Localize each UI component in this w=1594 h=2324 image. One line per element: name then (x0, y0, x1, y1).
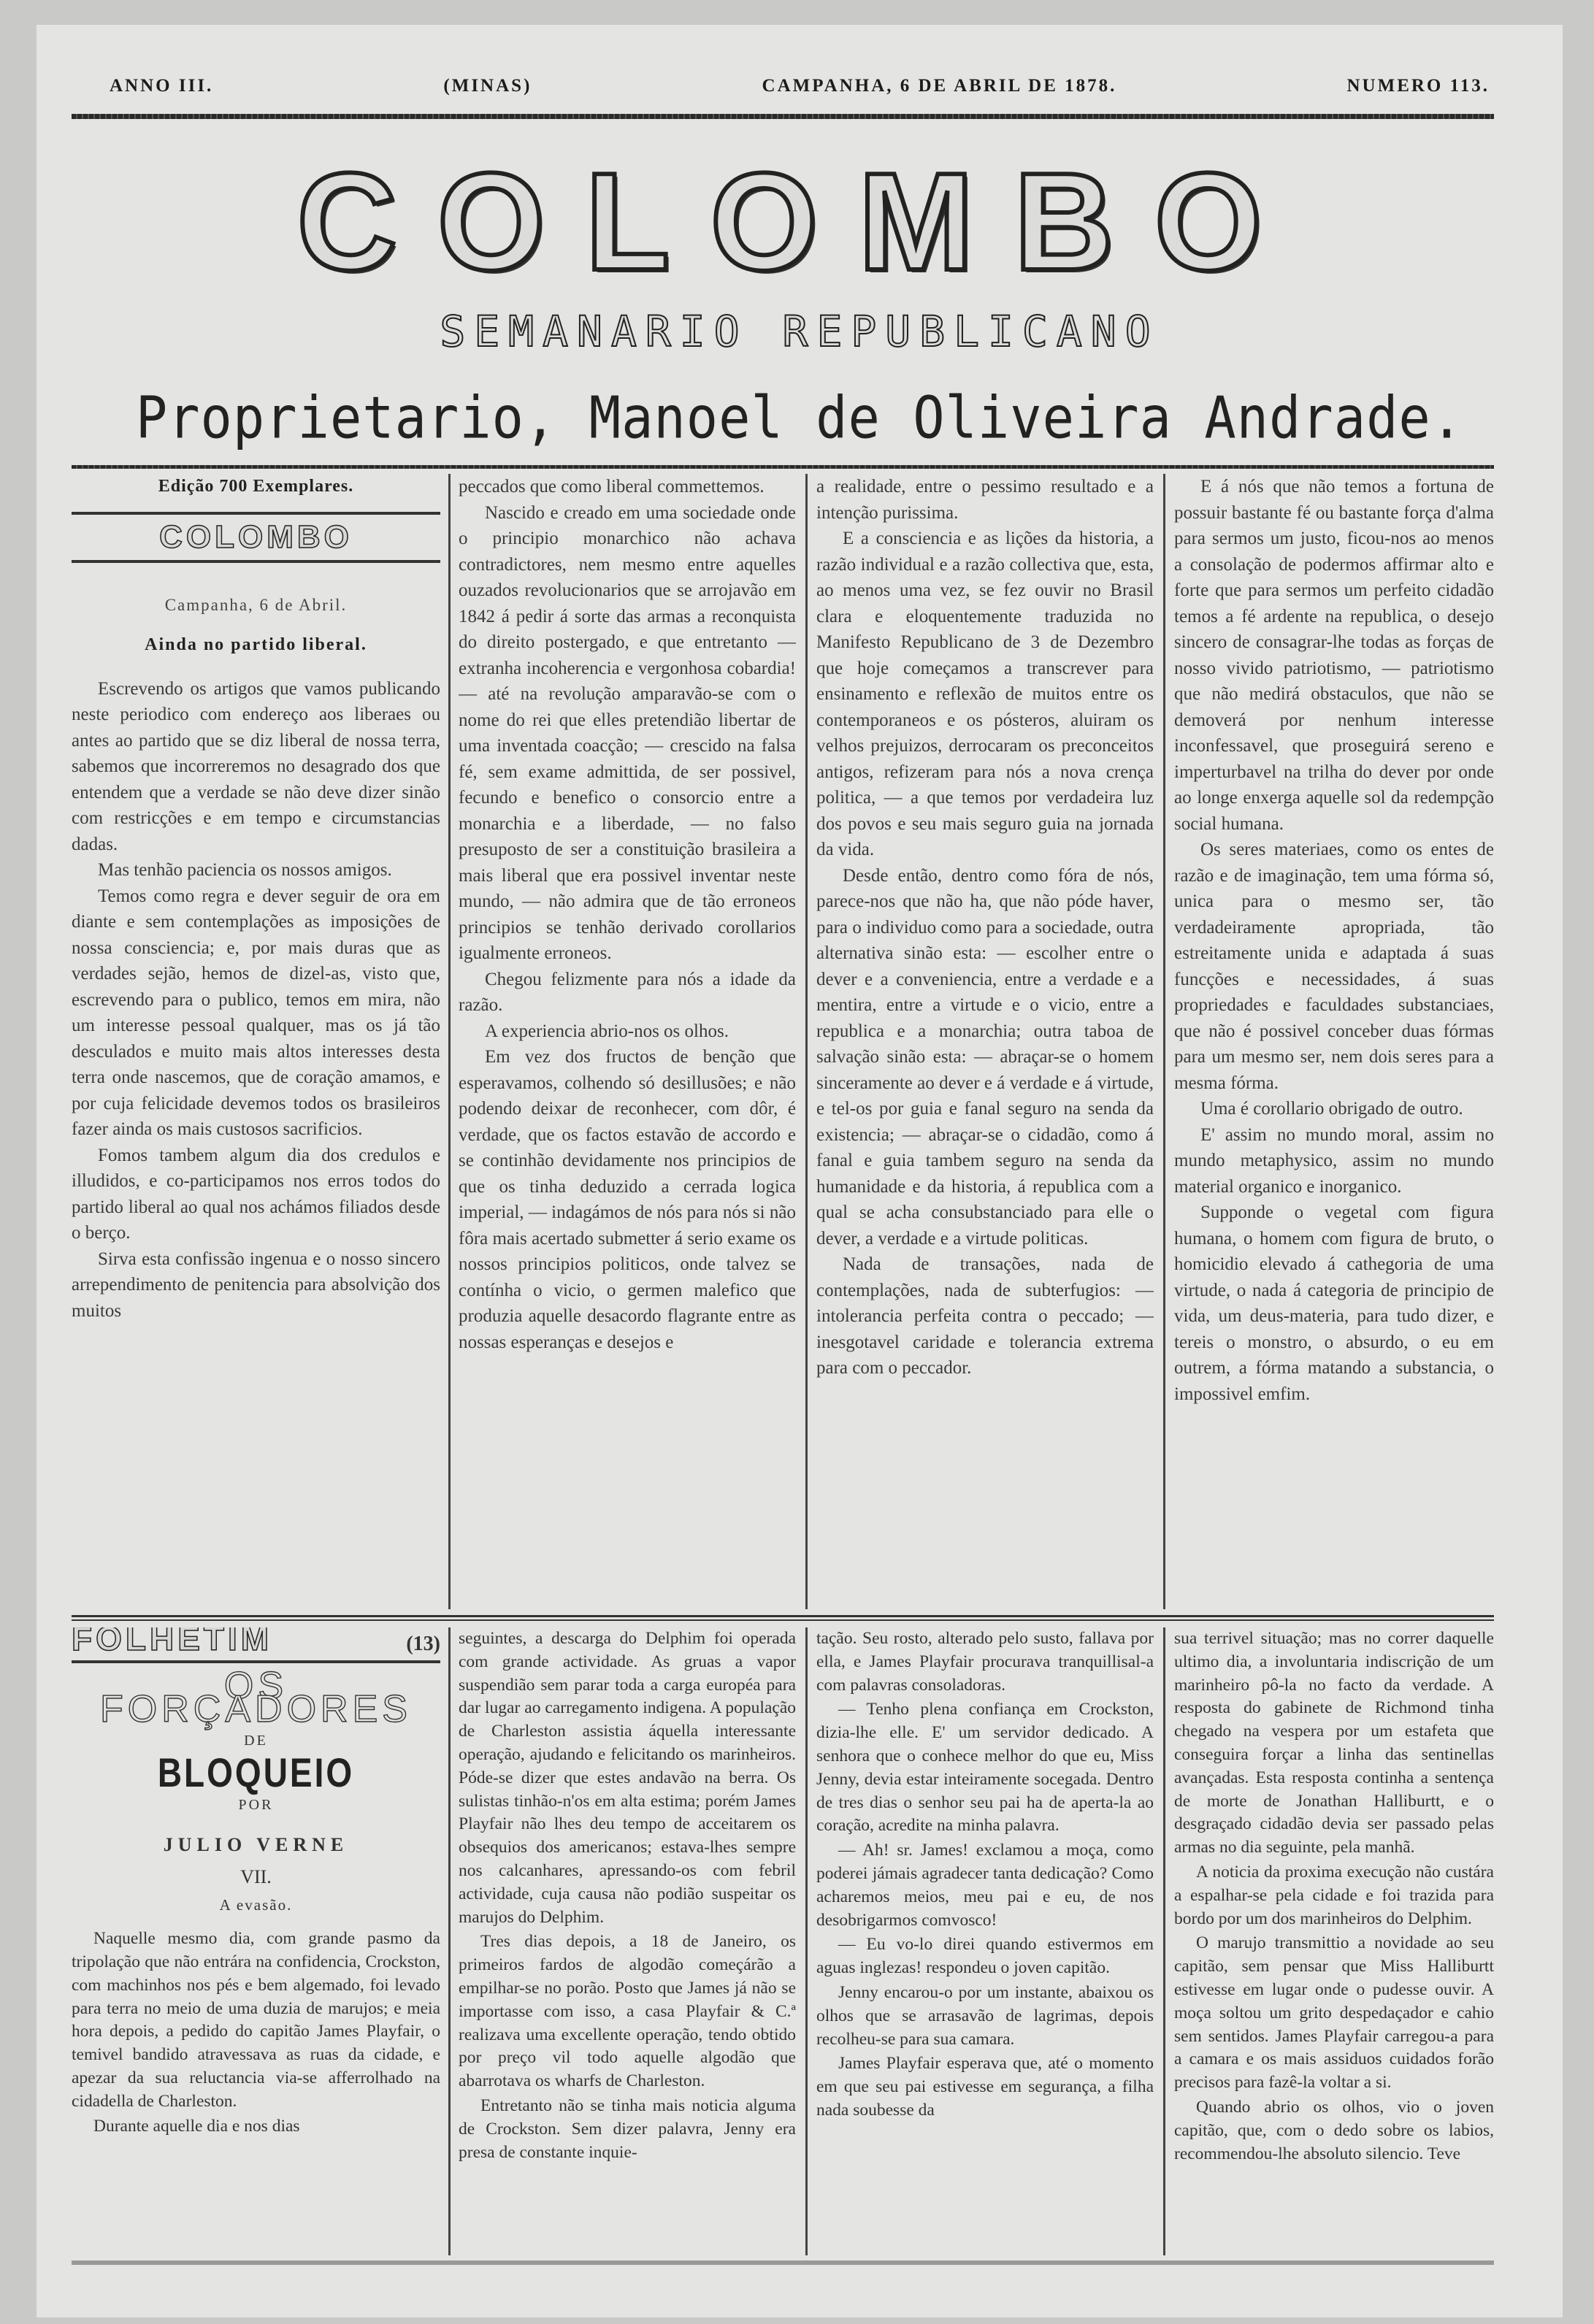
folhetim-header (72, 1627, 440, 1663)
editorial-column-4 (1174, 474, 1494, 1609)
folhetim-column-1 (72, 1627, 440, 2255)
editorial-column-1 (72, 474, 440, 1609)
paragraph: tação. Seu rosto, alterado pelo susto, fallava por ella, e James Playfair procurava tranquillisal-a com palavras consoladoras. (816, 1629, 1154, 1695)
paragraph: Fomos tambem algum dia dos credulos e illudidos, e co-participamos nos erros todos do partido liberal ao qual nos achámos filiados desde o berço. (72, 1145, 440, 1243)
editorial-column-2 (459, 474, 796, 1609)
chapter-number: VII. (240, 1865, 272, 1887)
paragraph: Chegou felizmente para nós a idade da razão. (459, 969, 796, 1015)
paragraph: Em vez dos fructos de benção que esperavamos, colhendo só desillusões; e não podendo deixar de reconhecer, com dôr, é verdade, que os factos estavão de accordo e se continhão devidamente nos principios de que os tinha deduzido a cerrada logica imperial, — indagámos de nós para nós si não fôra mais acertado submetter á serio exame os nossos principios politicos, onde talvez se contínha o vicio, o germen malefico que produzia aquelle desacordo flagrante entre as nossas esperanças e desejos e (459, 1047, 796, 1352)
paragraph: A noticia da proxima execução não custára a espalhar-se pela cidade e foi trazida para bordo por um dos marinheiros do Delphim. (1174, 1862, 1494, 1928)
paragraph: Escrevendo os artigos que vamos publicando neste periodico com endereço aos liberaes ou antes ao partido que se diz liberal de nossa terra, sabemos que incorreremos no desagrado dos que entendem que a verdade se não deve dizer sinão com restricções e em tempo e circumstancias dadas. (72, 678, 440, 854)
paragraph: Jenny encarou-o por um instante, abaixou os olhos que se arrasavão de lagrimas, depois recolheu-se para sua camara. (816, 1982, 1154, 2049)
paragraph: Os seres materiaes, como os entes de razão e de imaginação, tem uma fórma só, unica para o mesmo ser, tão verdadeiramente apropriada, tão estreitamente unida e adaptada á suas funcções e necessidades, á suas propriedades e faculdades substanciaes, que não é possivel conceber duas fórmas para um mesmo ser, nem dois seres para a mesma fórma. (1174, 840, 1494, 1093)
folhetim-column-4 (1174, 1627, 1494, 2255)
paragraph: — Tenho plena confiança em Crockston, dizia-lhe elle. E' um servidor dedicado. A senhora que o conhece melhor do que eu, Miss Jenny, devia estar inteiramente socegada. Dentro de tres dias o senhor seu pai ha de aperta-la ao coração, acredite na minha palavra. (816, 1700, 1154, 1836)
novel-author: JULIO VERNE (163, 1833, 349, 1855)
masthead-owner: Proprietario, Manoel de Oliveira Andrade. (135, 383, 1464, 452)
paragraph: Sirva esta confissão ingenua e o nosso sincero arrependimento de penitencia para absolvição dos muitos (72, 1249, 440, 1321)
paragraph: Uma é corollario obrigado de outro. (1200, 1099, 1463, 1119)
paragraph: Quando abrio os olhos, vio o joven capitão, que, com o dedo sobre os labios, recommendou-lhe absoluto silencio. Teve (1174, 2097, 1494, 2163)
masthead-subtitle: SEMANARIO REPUBLICANO (440, 307, 1160, 356)
folhetim-column-3 (816, 1627, 1154, 2255)
masthead-title: COLOMBO (296, 145, 1303, 299)
paragraph: Nada de transações, nada de contemplações, nada de subterfugios: — intolerancia perfeita contra o peccado; — inesgotavel caridade e tolerancia extrema para com o peccador. (816, 1254, 1154, 1378)
folhetim-divider (72, 1615, 1494, 1621)
paragraph: a realidade, entre o pessimo resultado e a intenção purissima. (816, 477, 1154, 523)
paragraph: peccados que como liberal commettemos. (459, 477, 765, 496)
folhetim-label: FOLHETIM (72, 1627, 273, 1657)
novel-subtitle: BLOQUEIO (157, 1749, 355, 1796)
column-divider (1163, 1627, 1165, 2255)
novel-por: POR (238, 1796, 274, 1813)
folhetim-column-2 (459, 1627, 796, 2255)
paragraph: Nascido e creado em uma sociedade onde o principio monarchico não achava contradictores, nem mesmo entre aquelles ouzados revolucionarios que se arrojavão em 1842 á pedir á sorte das armas a reconquista do direito postergado, e que entretanto — extranha incoherencia e vergonhosa cobardia! — até na revolução amparavão-se com o nome do rei que elles pretendião libertar de uma inventada coacção; — crescido na falsa fé, sem exame admittida, de ser possivel, fecundo e benefico o consorcio entre a monarchia e a liberdade, — no falso presuposto de ser a constituição brasileira a mais liberal que era possivel inventar neste mundo, — não admira que de tão erroneos principios se tenhão derivado corollarios igualmente erroneos. (459, 502, 796, 963)
paragraph: Tres dias depois, a 18 de Janeiro, os primeiros fardos de algodão começárão a empilhar-se no porão. Posto que James já não se importasse com isso, a casa Playfair & C.ª realizava uma excellente operação, tendo obtido por preço vil todo aquelle algodão que abarrotava os wharfs de Charleston. (459, 1932, 796, 2091)
edition-count: Edição 700 Exemplares. (158, 477, 354, 496)
paragraph: sua terrivel situação; mas no correr daquelle ultimo dia, a involuntaria indiscrição de um marinheiro pô-la no facto da verdade. A resposta do gabinete de Richmond tinha chegado na vespera por um estafeta que conseguira forçar a linha das sentinellas avançadas. Esta resposta continha a sentença de morte de Jonathan Halliburtt, e o desgraçado cidadão devia ser passado pelas armas no dia seguinte, pela manhã. (1174, 1629, 1494, 1857)
paragraph: A experiencia abrio-nos os olhos. (485, 1021, 729, 1041)
column-divider (448, 1627, 451, 2255)
folhetim-number: (13) (406, 1633, 440, 1655)
paragraph: seguintes, a descarga do Delphim foi operada com grande actividade. As gruas a vapor suspendião sem parar toda a carga européa para dar lugar ao carregamento indigena. A população de Charleston assistia áquella interessante operação, ajudando e felicitando os marinheiros. Póde-se dizer que estes andavão na berra. Os sulistas tinhão-n'os em alta estima; porém James Playfair não lhes deu tempo de acceitarem os obsequios dos americanos; estava-lhes sempre nos calcanhares, apressando-os com febril actividade, cuja causa não podião suspeitar os marujos do Delphim. (459, 1629, 796, 1927)
paragraph: E á nós que não temos a fortuna de possuir bastante fé ou bastante força d'alma para sermos um justo, ficou-nos ao menos a consolação de podermos affirmar alto e forte que para sermos um perfeito cidadão temos a fé ardente na republica, o desejo sincero de consagrar-lhe todas as forças de nosso vivido patriotismo, — patriotismo que não medirá obstaculos, que não se demoverá por nenhum interesse inconfessavel, que proseguirá sereno e imperturbavel na trilha do dever por onde ao longe enxerga aquelle sol da redempção social humana. (1174, 477, 1494, 834)
column-divider (448, 474, 451, 1609)
paragraph: Entretanto não se tinha mais noticia alguma de Crockston. Sem dizer palavra, Jenny era presa de constante inquie- (459, 2095, 796, 2162)
folhetim-section (72, 1627, 1494, 2255)
paragraph: Supponde o vegetal com figura humana, o homem com figura de bruto, o homicidio elevado á cathegoria de uma virtude, o nada á categoria de principio de vida, um deus-materia, para tudo dizer, e tereis o monstro, o absurdo, o eu em outrem, a fórma matando a substancia, o impossivel emfim. (1174, 1203, 1494, 1404)
paragraph: Naquelle mesmo dia, com grande pasmo da tripolação que não entrára na confidencia, Crockston, com machinhos nos pés e bem algemado, foi levado para terra no meio de uma duzia de marujos; e meia hora depois, a pedido do capitão James Playfair, o temivel bandido atravessava as ruas da cidade, e apezar da sua reluctancia via-se afferrolhado na cidadella de Charleston. (72, 1929, 440, 2111)
dateline (110, 76, 1490, 96)
editorial-columns (72, 474, 1494, 1609)
column-divider (805, 1627, 808, 2255)
novel-title: OS FORÇADORES (100, 1664, 412, 1730)
newspaper-page (37, 25, 1563, 2317)
header-rule (72, 114, 1494, 119)
issue-number: NUMERO 113. (1346, 76, 1490, 96)
page-bottom-edge (72, 2260, 1494, 2265)
paragraph: James Playfair esperava que, até o momento em que seu pai estivesse em segurança, a filha nada soubesse da (816, 2054, 1154, 2120)
novel-de: DE (244, 1733, 268, 1749)
paragraph: O marujo transmittio a novidade ao seu capitão, sem pensar que Miss Halliburtt estivesse em lugar onde o pudesse ouvir. A moça soltou um grito despedaçador e cahio sem sentidos. James Playfair carregou-a para a camara e os mais assiduos cuidados forão precisos para fazê-la voltar a si. (1174, 1933, 1494, 2093)
paragraph: Durante aquelle dia e nos dias (93, 2116, 300, 2136)
region: (MINAS) (443, 76, 532, 96)
paragraph: — Ah! sr. James! exclamou a moça, como poderei jámais agradecer tanta dedicação? Como acharemos meios, meu pai e eu, de nos desobrigarmos comvosco! (816, 1841, 1154, 1930)
paragraph: — Eu vo-lo direi quando estivermos em aguas inglezas! respondeu o joven capitão. (816, 1935, 1154, 1978)
masthead-rule (72, 465, 1494, 469)
column-divider (805, 474, 808, 1609)
paragraph: Temos como regra e dever seguir de ora em diante e sem contemplações as imposições de nossa consciencia; e, por mais duras que as verdades sejão, hemos de dizel-as, visto que, escrevendo para o publico, temos em mira, não um interesse pessoal qualquer, mas os já tão desculados e muito mais altos interesses desta terra onde nascemos, que de coração amamos, e por cuja felicidade devemos todos os brasileiros fazer ainda os mais custosos sacrificios. (72, 886, 440, 1139)
paragraph: Mas tenhão paciencia os nossos amigos. (98, 860, 392, 880)
column-divider (1163, 474, 1165, 1609)
paragraph: Desde então, dentro como fóra de nós, parece-nos que não ha, que não póde haver, para o individuo como para a sociedade, outra alternativa sinão esta: — escolher entre o dever e a conveniencia, entre a verdade e a mentira, entre a virtude e o vicio, entre a republica e a monarchia; outra taboa de salvação sinão esta: — abraçar-se o homem sinceramente ao dever e á verdade e á virtude, e tel-os por guia e fanal seguro na senda da existencia; — abraçar-se o cidadão, como á fanal e guia tambem seguro na senda da humanidade e da historia, á republica com a qual se acha consubstanciado para elle o dever, a verdade e a virtude politicas. (816, 865, 1154, 1249)
section-title: COLOMBO (72, 512, 440, 563)
issue-date: CAMPANHA, 6 DE ABRIL DE 1878. (762, 76, 1117, 96)
article-heading: Ainda no partido liberal. (145, 635, 367, 654)
paragraph: E' assim no mundo moral, assim no mundo metaphysico, assim no mundo material organico e inorganico. (1174, 1124, 1494, 1197)
chapter-title: A evasão. (219, 1896, 293, 1914)
editorial-column-3 (816, 474, 1154, 1609)
paragraph: E a consciencia e as lições da historia, a razão individual e a razão collectiva que, esta, ao menos uma vez, se fez ouvir no Brasil clara e eloquentemente traduzida no Manifesto Republicano de 3 de Dezembro que hoje começamos a transcrever para ensinamento e reflexão de muitos entre os contemporaneos e os pósteros, aluiram os velhos prejuizos, derrocaram os preconceitos antigos, refizeram para nós a nova crença politica, — a que temos por verdadeira luz dos povos e seu mais seguro guia na jornada da vida. (816, 529, 1154, 859)
place-date: Campanha, 6 de Abril. (164, 595, 348, 614)
anno: ANNO III. (110, 76, 214, 96)
